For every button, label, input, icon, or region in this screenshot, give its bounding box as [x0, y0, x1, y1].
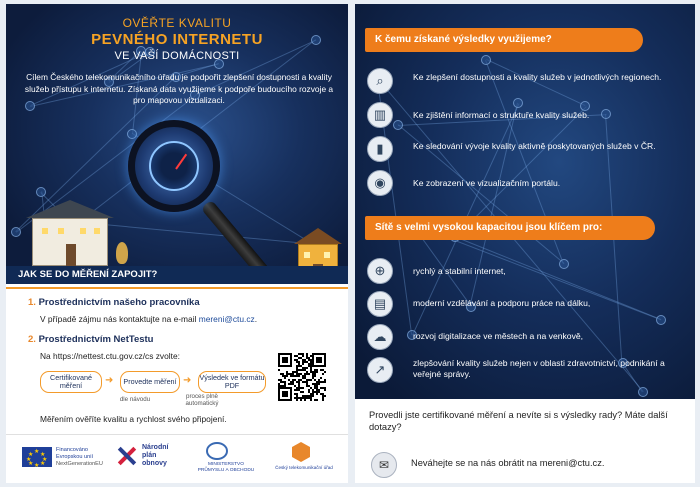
- eu-funding-sub: NextGenerationEU: [56, 461, 103, 467]
- qr-module: [302, 363, 304, 365]
- qr-module: [310, 379, 312, 381]
- networks-banner: [365, 216, 655, 240]
- qr-module: [314, 375, 316, 377]
- qr-module: [296, 399, 298, 401]
- qr-finder: [316, 357, 322, 363]
- qr-module: [324, 395, 326, 397]
- qr-module: [318, 383, 320, 385]
- globe-icon: ⊕: [367, 258, 393, 284]
- step-1-heading: [28, 297, 200, 308]
- use-item-2: Ke zjištění informací o struktuře kvality služeb.: [413, 110, 590, 120]
- title-line-1: OVĚŘTE KVALITU: [122, 16, 232, 30]
- cloud-icon: ☁: [367, 324, 393, 350]
- qr-module: [284, 385, 286, 387]
- footer-question: Provedli jste certifikované měření a nevíte si s výsledky rady? Máte další dotazy?: [369, 410, 668, 432]
- search-icon: ⌕: [367, 68, 393, 94]
- qr-module: [278, 369, 280, 371]
- qr-module: [286, 375, 288, 377]
- flow-pdf-result: Výsledek ve formátu PDF: [198, 371, 266, 393]
- networks-heading: Sítě s velmi vysokou kapacitou jsou klíčem pro:: [375, 222, 603, 233]
- flow-note-guide: dle návodu: [119, 396, 151, 403]
- divider: [6, 287, 348, 289]
- key-item-3: rozvoj digitalizace ve městech a na venkově,: [413, 331, 584, 341]
- flow-certified-measurement: Certifikované měření: [40, 371, 102, 393]
- closing-text: Měřením ověříte kvalitu a rychlost svého připojení.: [40, 414, 227, 424]
- left-leaflet-page: [6, 4, 348, 483]
- mail-icon: ✉: [371, 452, 397, 478]
- tree-illustration: [116, 242, 128, 264]
- right-leaflet-page: [355, 4, 695, 483]
- bar-chart-icon: ▮: [367, 136, 393, 162]
- eu-flag-logo: ★ ★ ★ ★ ★ ★ ★ ★: [22, 447, 52, 467]
- hero-banner: [6, 4, 348, 284]
- footer-contact-prefix: Neváhejte se na nás obrátit na: [411, 458, 540, 468]
- qr-module: [308, 373, 310, 375]
- use-item-1: Ke zlepšení dostupnosti a kvality služeb v jednotlivých regionech.: [413, 72, 662, 82]
- network-node: [127, 129, 137, 139]
- network-node: [11, 227, 21, 237]
- email-link[interactable]: mereni@ctu.cz: [198, 314, 255, 324]
- network-node: [393, 120, 403, 130]
- qr-module: [302, 387, 304, 389]
- qr-module: [316, 393, 318, 395]
- qr-module: [316, 399, 318, 401]
- partner-logos: [6, 434, 348, 483]
- qr-module: [302, 391, 304, 393]
- qr-module: [324, 371, 326, 373]
- info-panel: [355, 4, 695, 399]
- qr-module: [310, 355, 312, 357]
- qr-module: [316, 371, 318, 373]
- step-1-text-suffix: .: [254, 314, 258, 324]
- qr-module: [310, 399, 312, 401]
- step-1-number: 1.: [28, 297, 36, 308]
- mpo-logo-icon: [206, 442, 228, 460]
- flow-run-measurement: Provedte měření: [120, 371, 180, 393]
- use-item-3: Ke sledování vývoje kvality aktivně poskytovaných služeb v ČR.: [413, 141, 656, 151]
- qr-module: [324, 389, 326, 391]
- qr-finder: [282, 391, 288, 397]
- footer-contact-suffix: .: [601, 458, 605, 468]
- npo-label: Národní plán obnovy: [142, 444, 169, 467]
- ctu-logo-icon: [292, 442, 310, 462]
- step-1-text: [40, 314, 257, 324]
- key-item-2: moderní vzdělávání a podporu práce na dálku,: [413, 298, 591, 308]
- house-illustration: [28, 216, 112, 268]
- building-icon: ▥: [367, 102, 393, 128]
- step-1-text-prefix: V případě zájmu nás kontaktujte na e-mail: [40, 314, 199, 324]
- network-node: [481, 55, 491, 65]
- qr-finder: [282, 357, 288, 363]
- qr-module: [322, 373, 324, 375]
- step-2-heading: [28, 334, 153, 345]
- flow-note-automatic: proces plně automatický: [185, 393, 219, 407]
- qr-code[interactable]: [277, 352, 327, 402]
- qr-module: [298, 375, 300, 377]
- use-item-4: Ke zobrazení ve vizualizačním portálu.: [413, 178, 561, 188]
- uses-banner: [365, 28, 643, 52]
- qr-module: [320, 377, 322, 379]
- network-node: [656, 315, 666, 325]
- eu-funding-label: Financováno Evropskou unií: [56, 447, 94, 460]
- qr-module: [306, 367, 308, 369]
- network-node: [638, 387, 648, 397]
- step-2-label: Prostřednictvím NetTestu: [38, 334, 154, 345]
- footer-email-link[interactable]: mereni@ctu.cz: [539, 458, 602, 468]
- qr-module: [324, 381, 326, 383]
- arrow-icon: ➜: [105, 375, 114, 386]
- ctu-label: Český telekomunikační úřad: [275, 465, 333, 470]
- qr-module: [312, 395, 314, 397]
- qr-module: [284, 377, 286, 379]
- npo-logo-icon: [116, 445, 138, 467]
- key-item-1: rychlý a stabilní internet,: [413, 266, 506, 276]
- title-line-3: VE VAŠÍ DOMÁCNOSTI: [114, 50, 240, 62]
- title-line-2: PEVNÉHO INTERNETU: [91, 31, 263, 48]
- qr-module: [322, 399, 324, 401]
- mpo-label: MINISTERSTVO PRŮMYSLU A OBCHODU: [197, 462, 255, 473]
- qr-module: [302, 355, 304, 357]
- trend-icon: ↗: [367, 357, 393, 383]
- step-2-text: Na https://nettest.ctu.gov.cz/cs zvolte:: [40, 351, 180, 361]
- qr-module: [304, 399, 306, 401]
- uses-heading: K čemu získané výsledky využijeme?: [375, 34, 552, 45]
- speedometer-icon: [149, 141, 199, 191]
- magnifier-illustration: [128, 120, 220, 212]
- footer-contact: [411, 458, 604, 468]
- qr-module: [300, 399, 302, 401]
- arrow-icon: ➜: [183, 375, 192, 386]
- step-1-label: Prostřednictvím našeho pracovníka: [38, 297, 200, 308]
- key-item-4: zlepšování kvality služeb nejen v oblasti zdravotnictví, podnikání a veřejné správy.: [413, 358, 665, 379]
- how-to-join-heading: JAK SE DO MĚŘENÍ ZAPOJIT?: [18, 269, 158, 280]
- intro-text: Cílem Českého telekomunikačního úřadu je podpořit zlepšení dostupnosti a kvality služeb přístupu k internetu. Získaná data využijeme k podpoře budoucího rozvoje a pro mapovou vizualizaci.: [24, 72, 334, 105]
- eye-icon: ◉: [367, 170, 393, 196]
- network-node: [513, 98, 523, 108]
- step-2-number: 2.: [28, 334, 36, 345]
- document-icon: ▤: [367, 291, 393, 317]
